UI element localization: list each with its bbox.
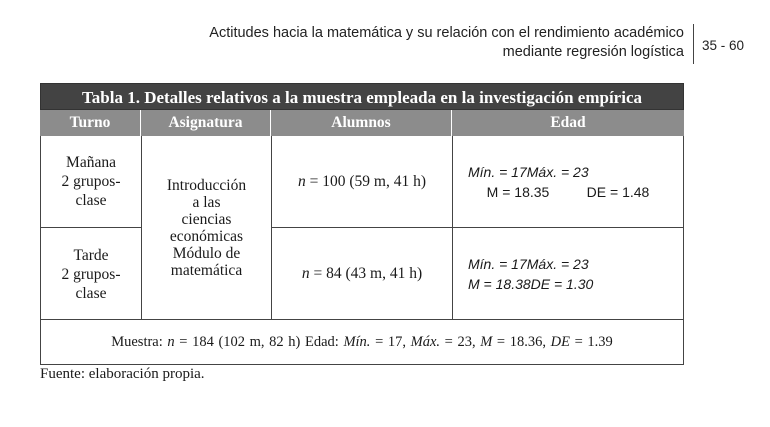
turno-line: 2 grupos- <box>61 265 121 283</box>
summary-text: Mín. <box>343 334 371 350</box>
table-body <box>40 136 684 320</box>
n-symbol: n <box>301 265 310 282</box>
summary-text: = 1.39 <box>569 334 613 350</box>
header-title-line-1: Actitudes hacia la matemática y su relación con el rendimiento académico <box>209 25 684 41</box>
turno-line: Mañana <box>66 154 116 171</box>
header-turno: Turno <box>40 110 141 136</box>
table-summary-row <box>40 320 684 365</box>
edad-min: Mín. = 17 <box>468 163 527 180</box>
edad-max: Máx. = 23 <box>526 256 589 272</box>
page-range: 35 - 60 <box>702 38 745 53</box>
alumnos-tarde-cell <box>272 228 452 320</box>
turno-line: 2 grupos- <box>61 173 121 190</box>
n-symbol: n <box>298 172 306 190</box>
turno-line: clase <box>75 192 107 209</box>
edad-sd: DE = 1.30 <box>530 276 594 292</box>
turno-line: clase <box>75 284 107 302</box>
table-caption: Tabla 1. Detalles relativos a la muestra empleada en la investigación empírica <box>40 83 684 110</box>
running-header <box>84 24 684 62</box>
table-header-row <box>40 110 684 136</box>
asignatura-line: matemática <box>170 262 243 279</box>
asignatura-cell <box>142 136 271 320</box>
asignatura-line: económicas <box>169 228 244 245</box>
header-edad: Edad <box>550 114 586 131</box>
edad-tarde-cell <box>453 228 683 320</box>
asignatura-line: a las <box>192 194 221 211</box>
header-asignatura: Asignatura <box>141 110 271 136</box>
alumnos-manana-cell <box>272 136 452 227</box>
header-divider <box>693 24 694 64</box>
edad-min: Mín. = 17 <box>468 256 527 272</box>
table-source: Fuente: elaboración propia. <box>40 366 205 382</box>
summary-text: = 23, <box>440 334 481 350</box>
summary-text: = 184 (102 m, 82 h) Edad: <box>174 334 344 350</box>
asignatura-line: Módulo de <box>172 245 241 262</box>
summary-text: DE <box>550 334 570 350</box>
summary-text: = 17, <box>370 334 411 350</box>
edad-sd: DE = 1.48 <box>586 183 650 200</box>
summary-text: = 18.36, <box>492 334 551 350</box>
edad-mean: M = 18.38 <box>468 276 531 292</box>
turno-line: Tarde <box>73 246 109 264</box>
header-title-line-2: mediante regresión logística <box>502 44 684 60</box>
turno-tarde-cell <box>41 228 141 320</box>
summary-text: M <box>480 334 493 350</box>
edad-max: Máx. = 23 <box>526 163 589 180</box>
edad-manana-cell <box>453 136 683 227</box>
sample-table <box>40 83 684 365</box>
summary-text: Máx. <box>410 334 441 350</box>
asignatura-line: Introducción <box>166 177 247 194</box>
summary-text: Muestra: <box>111 334 168 350</box>
alumnos-value: = 84 (43 m, 41 h) <box>309 265 423 282</box>
alumnos-value: = 100 (59 m, 41 h) <box>305 172 426 190</box>
asignatura-line: ciencias <box>181 211 232 228</box>
summary-text: n <box>167 334 175 350</box>
edad-mean: M = 18.35 <box>486 183 550 200</box>
turno-manana-cell <box>41 136 141 227</box>
header-alumnos: Alumnos <box>271 110 452 136</box>
